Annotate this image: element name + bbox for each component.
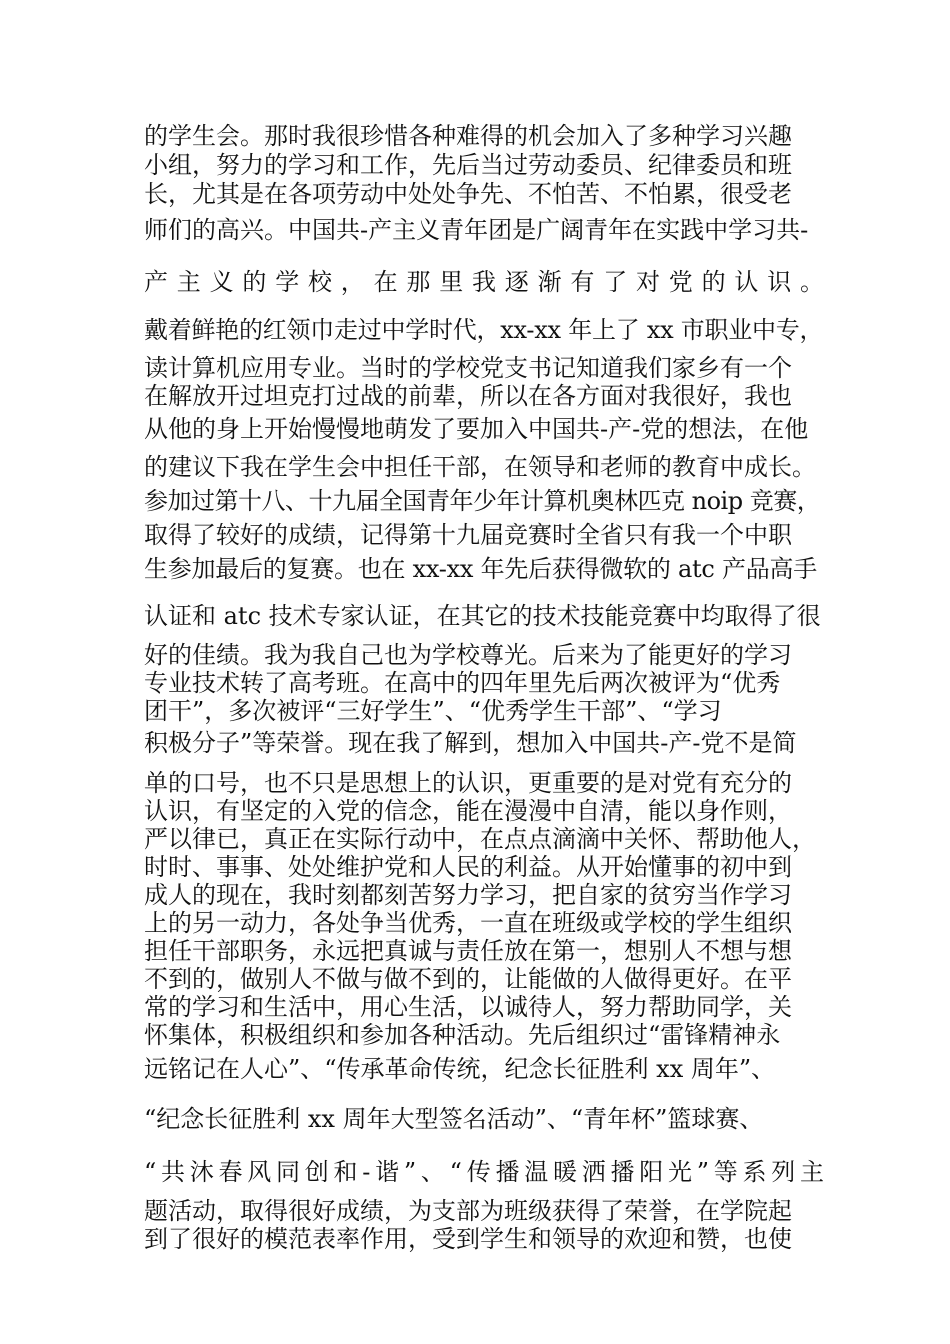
text-line-28: 怀集体，积极组织和参加各种活动。先后组织过“雷锋精神永 <box>144 1021 781 1049</box>
text-line-31: “共沐春风同创和-谐”、“传播温暖洒播阳光”等系列主 <box>144 1158 824 1186</box>
text-line-16: 专业技术转了高考班。在高中的四年里先后两次被评为“优秀 <box>144 669 781 697</box>
text-line-22: 时时、事事、处处维护党和人民的利益。从开始懂事的初中到 <box>144 853 792 881</box>
text-line-30: “纪念长征胜利 xx 周年大型签名活动”、“青年杯”篮球赛、 <box>144 1105 764 1133</box>
text-line-21: 严以律已，真正在实际行动中，在点点滴滴中关怀、帮助他人， <box>144 825 816 853</box>
text-line-8: 在解放开过坦克打过战的前辈，所以在各方面对我很好，我也 <box>144 382 792 410</box>
text-line-13: 生参加最后的复赛。也在 xx-xx 年先后获得微软的 atc 产品高手 <box>144 555 817 583</box>
text-line-10: 的建议下我在学生会中担任干部，在领导和老师的教育中成长。 <box>144 453 816 481</box>
text-line-9: 从他的身上开始慢慢地萌发了要加入中国共-产-党的想法，在他 <box>144 415 809 443</box>
text-line-27: 常的学习和生活中，用心生活，以诚待人，努力帮助同学，关 <box>144 993 792 1021</box>
text-line-15: 好的佳绩。我为我自己也为学校尊光。后来为了能更好的学习 <box>144 641 792 669</box>
text-line-23: 成人的现在，我时刻都刻苦努力学习，把自家的贫穷当作学习 <box>144 881 792 909</box>
text-line-19: 单的口号，也不只是思想上的认识，更重要的是对党有充分的 <box>144 769 792 797</box>
text-line-1: 的学生会。那时我很珍惜各种难得的机会加入了多种学习兴趣 <box>144 122 792 150</box>
body-text <box>144 122 824 1253</box>
text-line-3: 长，尤其是在各项劳动中处处争先、不怕苦、不怕累，很受老 <box>144 180 792 208</box>
text-line-26: 不到的，做别人不做与做不到的，让能做的人做得更好。在平 <box>144 965 792 993</box>
text-line-32: 题活动，取得很好成绩，为支部为班级获得了荣誉，在学院起 <box>144 1197 792 1225</box>
text-line-12: 取得了较好的成绩，记得第十九届竞赛时全省只有我一个中职 <box>144 521 792 549</box>
text-line-14: 认证和 atc 技术专家认证，在其它的技术技能竞赛中均取得了很 <box>144 602 821 630</box>
text-line-24: 上的另一动力，各处争当优秀，一直在班级或学校的学生组织 <box>144 909 792 937</box>
text-line-25: 担任干部职务，永远把真诚与责任放在第一，想别人不想与想 <box>144 937 792 965</box>
text-line-7: 读计算机应用专业。当时的学校党支书记知道我们家乡有一个 <box>144 354 792 382</box>
text-line-18: 积极分子”等荣誉。现在我了解到，想加入中国共-产-党不是简 <box>144 729 797 757</box>
text-line-20: 认识，有坚定的入党的信念，能在漫漫中自清，能以身作则， <box>144 797 792 825</box>
text-line-11: 参加过第十八、十九届全国青年少年计算机奥林匹克 noip 竞赛， <box>144 487 821 515</box>
text-line-2: 小组，努力的学习和工作，先后当过劳动委员、纪律委员和班 <box>144 151 792 179</box>
text-line-5: 产主义的学校，在那里我逐渐有了对党的认识。 <box>144 268 824 296</box>
text-line-17: 团干”，多次被评“三好学生”、“优秀学生干部”、“学习 <box>144 697 722 725</box>
text-line-6: 戴着鲜艳的红领巾走过中学时代，xx-xx 年上了 xx 市职业中专， <box>144 316 824 344</box>
text-line-33: 到了很好的模范表率作用，受到学生和领导的欢迎和赞，也使 <box>144 1225 792 1253</box>
text-line-4: 师们的高兴。中国共-产主义青年团是广阔青年在实践中学习共- <box>144 216 809 244</box>
text-line-29: 远铭记在人心”、“传承革命传统，纪念长征胜利 xx 周年”、 <box>144 1055 776 1083</box>
